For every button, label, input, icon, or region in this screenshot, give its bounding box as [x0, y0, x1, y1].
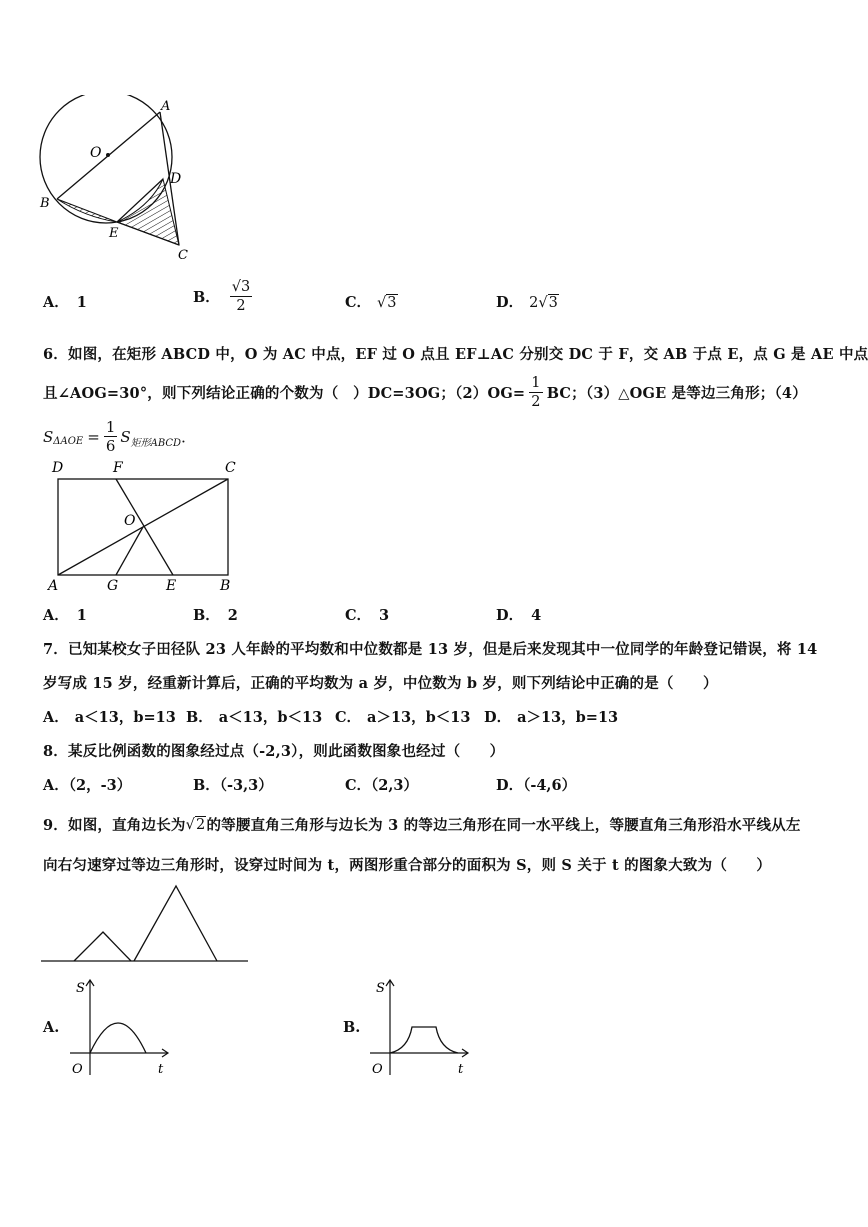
q7-option-b[interactable]: B． a＜13，b＜13: [186, 709, 323, 726]
label-b: B: [40, 196, 50, 211]
label-c: C: [225, 460, 236, 476]
label-b: B: [220, 578, 231, 594]
q8-option-a[interactable]: A．（2，-3）: [43, 777, 132, 794]
equilateral-triangle: [134, 886, 217, 961]
option-letter: B．: [193, 289, 220, 306]
label-s: S: [376, 981, 385, 996]
q7-line1: 7．已知某校女子田径队 23 人年龄的平均数和中位数都是 13 岁，但是后来发现其中一位同学的年龄登记错误，将 14: [43, 641, 818, 658]
q5-option-a[interactable]: [43, 291, 87, 312]
q9-graph-b: [362, 975, 482, 1080]
q5-option-c[interactable]: C． √3: [345, 294, 397, 311]
q6-option-b[interactable]: B． 2: [193, 607, 238, 624]
q8-option-b[interactable]: B．（-3,3）: [193, 777, 273, 794]
q9-line1: 9．如图，直角边长为 √ 2 的等腰直角三角形与边长为 3 的等边三角形在同一水平线上，等腰直角三角形沿水平线从左: [43, 816, 801, 834]
label-f: F: [113, 460, 123, 476]
q6-option-c[interactable]: C． 3: [345, 607, 390, 624]
label-t: t: [158, 1062, 164, 1077]
fraction-half: $\frac{1}{2}$: [531, 374, 541, 410]
label-g: G: [107, 578, 119, 594]
label-a: A: [48, 578, 59, 594]
label-d: D: [52, 460, 64, 476]
q7-line2: 岁写成 15 岁，经重新计算后，正确的平均数为 a 岁，中位数为 b 岁，则下列结论中正确的是（ ）: [43, 675, 718, 692]
q9-option-b[interactable]: B.: [343, 1019, 361, 1036]
label-o: O: [124, 513, 136, 529]
label-c: C: [178, 248, 188, 263]
q8-option-c[interactable]: C．（2,3）: [345, 777, 419, 794]
isosceles-right-triangle: [74, 932, 131, 961]
q6-line2: 且∠AOG=30°，则下列结论正确的个数为（ ）DC=3OG；（2）OG= $\frac{1}{2}$ BC；（3）△OGE 是等边三角形；（4）: [43, 374, 807, 410]
curve-a: [90, 1023, 146, 1053]
option-value: 1: [76, 294, 87, 311]
q8-option-d[interactable]: D．（-4,6）: [496, 777, 577, 794]
q5-option-b[interactable]: [193, 278, 252, 315]
label-t: t: [458, 1062, 464, 1077]
q9-line2: 向右匀速穿过等边三角形时，设穿过时间为 t，两图形重合部分的面积为 S，则 S 关于 t 的图象大致为（ ）: [43, 857, 772, 874]
label-e: E: [166, 578, 177, 594]
label-o: O: [72, 1062, 83, 1077]
q6-rectangle-figure: [40, 455, 250, 595]
label-o: O: [90, 145, 102, 161]
label-s: S: [76, 981, 85, 996]
q7-option-c[interactable]: C． a＞13，b＜13: [335, 709, 471, 726]
q8-line1: 8．某反比例函数的图象经过点（-2,3），则此函数图象也经过（ ）: [43, 743, 505, 760]
q5-circle-figure: [30, 95, 205, 265]
q9-triangles-figure: [38, 878, 253, 968]
q6-option-d[interactable]: D． 4: [496, 607, 542, 624]
label-o: O: [372, 1062, 383, 1077]
q7-option-a[interactable]: A． a＜13，b=13: [43, 709, 176, 726]
q5-option-d[interactable]: D． 2√3: [496, 294, 558, 311]
fraction: $\frac{√3}{2}$: [231, 279, 251, 314]
q9-option-a[interactable]: A.: [43, 1019, 60, 1036]
q7-option-d[interactable]: D． a＞13，b=13: [484, 709, 619, 726]
option-letter: C．: [345, 294, 372, 311]
fraction-sixth: $\frac{1}{6}$: [105, 418, 116, 455]
label-a: A: [161, 99, 171, 114]
option-letter: A．: [43, 294, 69, 311]
q9-graph-a: [62, 975, 182, 1080]
label-e: E: [109, 226, 119, 241]
q6-line1: 6．如图，在矩形 ABCD 中，O 为 AC 中点，EF 过 O 点且 EF⊥AC 分别交 DC 于 F，交 AB 于点 E，点 G 是 AE 中点: [43, 346, 868, 363]
curve-b: [390, 1027, 458, 1053]
option-letter: D．: [496, 294, 524, 311]
point-o: [106, 153, 110, 157]
label-d: D: [170, 171, 182, 187]
q6-formula: S ΔAOE = $\frac{1}{6}$ S 矩形ABCD ．: [43, 418, 197, 455]
q6-option-a[interactable]: A． 1: [43, 607, 87, 624]
